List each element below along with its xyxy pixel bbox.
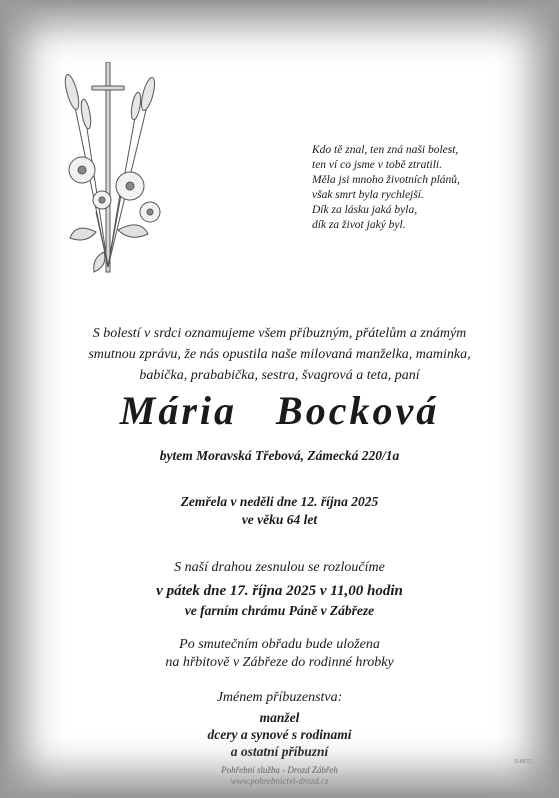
poem-line: Kdo tě znal, ten zná naši bolest, [312, 144, 459, 156]
death-date: Zemřela v neděli dne 12. října 2025 [180, 494, 379, 509]
deceased-name: Mária Bocková [119, 388, 440, 433]
poem-line: dík za život jaký byl. [312, 219, 406, 231]
announcement-line: S bolestí v srdci oznamujeme všem příbuzným, přátelům a známým [92, 326, 467, 341]
ceremony-place: ve farním chrámu Páně v Zábřeze [184, 603, 375, 618]
poem-line: však smrt byla rychlejší. [312, 189, 424, 201]
poem-line: Měla jsi mnoho životních plánů, [312, 174, 460, 186]
family-members [0, 709, 559, 760]
family-member: dcery a synové s rodinami [207, 727, 352, 742]
corner-code: S-MC07 [514, 759, 533, 765]
family-member: a ostatní příbuzní [230, 744, 329, 759]
farewell-intro: S naší drahou zesnulou se rozloučíme [174, 560, 385, 575]
announcement-line: smutnou zprávu, že nás opustila naše milovaná manželka, maminka, [88, 347, 471, 362]
ceremony-datetime: v pátek dne 17. října 2025 v 11,00 hodin [156, 583, 403, 599]
death-age: ve věku 64 let [241, 512, 318, 527]
family-member: manžel [259, 710, 300, 725]
family-label: Jménem příbuzenstva: [216, 690, 343, 705]
burial-line: na hřbitově v Zábřeze do rodinné hrobky [165, 655, 394, 670]
footer [0, 765, 559, 787]
poem-line: ten ví co jsme v tobě ztratili. [312, 159, 442, 171]
cross-with-flowers-and-wheat-icon [56, 62, 168, 284]
announcement-line: babička, prababička, sestra, švagrová a teta, paní [139, 368, 420, 383]
funeral-company: Pohřební služba - Drozd Zábřeh [221, 765, 338, 775]
burial-info [0, 636, 559, 672]
death-info [0, 493, 559, 529]
burial-line: Po smutečním obřadu bude uložena [179, 637, 380, 652]
poem [312, 143, 512, 233]
deceased-address: bytem Moravská Třebová, Zámecká 220/1a [159, 448, 400, 463]
funeral-website: www.pohrebnictvi-drozd.cz [230, 776, 329, 786]
poem-line: Dík za lásku jaká byla, [312, 204, 418, 216]
announcement [0, 323, 559, 386]
